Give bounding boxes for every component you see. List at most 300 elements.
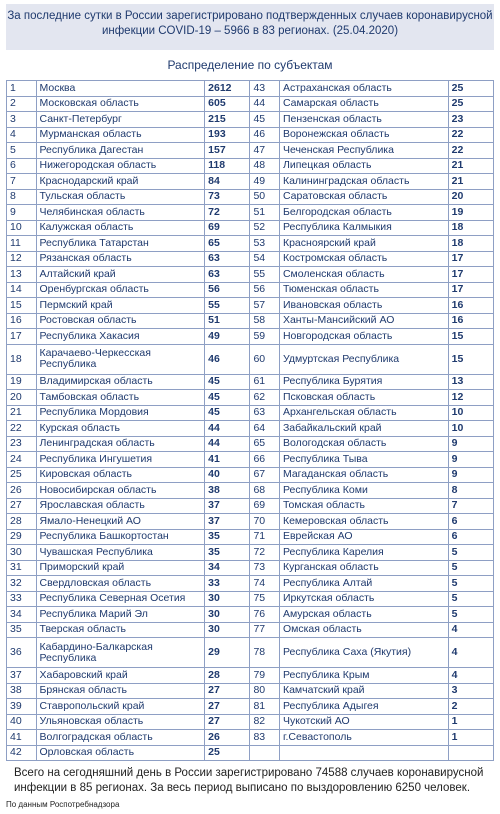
region-name: Тульская область (36, 189, 205, 205)
table-row (7, 638, 494, 668)
region-rank: 9 (7, 205, 37, 221)
region-cases: 5 (448, 545, 493, 561)
region-name: г.Севастополь (279, 730, 448, 746)
region-rank: 56 (250, 282, 280, 298)
region-name: Чукотский АО (279, 714, 448, 730)
region-cases: 18 (448, 236, 493, 252)
region-cases: 33 (205, 576, 250, 592)
region-rank: 29 (7, 529, 37, 545)
region-rank: 53 (250, 236, 280, 252)
region-cases: 9 (448, 452, 493, 468)
region-rank: 58 (250, 313, 280, 329)
region-name: Самарская область (279, 96, 448, 112)
region-rank: 50 (250, 189, 280, 205)
table-row (7, 467, 494, 483)
region-name: Республика Марий Эл (36, 607, 205, 623)
region-cases: 30 (205, 622, 250, 638)
region-name: Москва (36, 81, 205, 97)
region-name: Пермский край (36, 298, 205, 314)
region-name: Ростовская область (36, 313, 205, 329)
table-row (7, 236, 494, 252)
table-row (7, 174, 494, 190)
region-name: Ярославская область (36, 498, 205, 514)
table-row (7, 267, 494, 283)
region-rank: 25 (7, 467, 37, 483)
region-rank: 31 (7, 560, 37, 576)
region-name: Красноярский край (279, 236, 448, 252)
region-name: Кемеровская область (279, 514, 448, 530)
region-name: Санкт-Петербург (36, 112, 205, 128)
region-cases: 3 (448, 683, 493, 699)
table-row (7, 560, 494, 576)
region-name: Вологодская область (279, 436, 448, 452)
table-row (7, 127, 494, 143)
region-cases: 21 (448, 158, 493, 174)
region-name: Ульяновская область (36, 714, 205, 730)
table-row (7, 498, 494, 514)
region-cases: 28 (205, 668, 250, 684)
region-rank: 65 (250, 436, 280, 452)
table-row (7, 81, 494, 97)
region-name: Тверская область (36, 622, 205, 638)
region-rank: 36 (7, 638, 37, 668)
region-name: Оренбургская область (36, 282, 205, 298)
region-name: Костромская область (279, 251, 448, 267)
region-cases: 72 (205, 205, 250, 221)
region-cases: 157 (205, 143, 250, 159)
region-rank: 77 (250, 622, 280, 638)
region-rank: 34 (7, 607, 37, 623)
region-cases: 49 (205, 329, 250, 345)
region-cases: 40 (205, 467, 250, 483)
region-cases: 41 (205, 452, 250, 468)
table-row (7, 405, 494, 421)
table-row (7, 205, 494, 221)
region-rank: 42 (7, 745, 37, 761)
region-name: Орловская область (36, 745, 205, 761)
region-rank: 74 (250, 576, 280, 592)
region-rank: 22 (7, 421, 37, 437)
region-rank: 70 (250, 514, 280, 530)
region-name: Архангельская область (279, 405, 448, 421)
region-name: Владимирская область (36, 374, 205, 390)
region-rank: 73 (250, 560, 280, 576)
region-cases: 37 (205, 498, 250, 514)
table-row (7, 220, 494, 236)
region-cases: 69 (205, 220, 250, 236)
table-row (7, 436, 494, 452)
region-cases: 27 (205, 683, 250, 699)
region-cases: 12 (448, 390, 493, 406)
region-name: Чувашская Республика (36, 545, 205, 561)
table-row (7, 545, 494, 561)
region-cases: 16 (448, 298, 493, 314)
region-name: Томская область (279, 498, 448, 514)
region-rank: 6 (7, 158, 37, 174)
table-row (7, 298, 494, 314)
region-name: Республика Башкортостан (36, 529, 205, 545)
region-cases: 9 (448, 436, 493, 452)
region-name: Иркутская область (279, 591, 448, 607)
region-rank: 44 (250, 96, 280, 112)
region-name: Республика Крым (279, 668, 448, 684)
region-rank: 49 (250, 174, 280, 190)
header-banner (6, 4, 494, 50)
region-cases: 2612 (205, 81, 250, 97)
table-row (7, 576, 494, 592)
region-name: Московская область (36, 96, 205, 112)
regions-table (6, 80, 494, 761)
region-cases: 17 (448, 267, 493, 283)
region-rank: 52 (250, 220, 280, 236)
region-rank: 17 (7, 329, 37, 345)
region-rank: 72 (250, 545, 280, 561)
region-rank: 68 (250, 483, 280, 499)
region-cases: 18 (448, 220, 493, 236)
region-name: Республика Ингушетия (36, 452, 205, 468)
region-rank: 14 (7, 282, 37, 298)
table-row (7, 529, 494, 545)
region-rank: 40 (7, 714, 37, 730)
region-cases: 56 (205, 282, 250, 298)
region-cases: 63 (205, 267, 250, 283)
region-rank: 47 (250, 143, 280, 159)
table-row (7, 591, 494, 607)
region-rank: 46 (250, 127, 280, 143)
table-subtitle: Распределение по субъектам (167, 58, 333, 72)
region-rank: 71 (250, 529, 280, 545)
region-cases: 45 (205, 374, 250, 390)
table-row (7, 158, 494, 174)
table-row (7, 730, 494, 746)
region-rank: 78 (250, 638, 280, 668)
region-rank: 62 (250, 390, 280, 406)
region-cases: 38 (205, 483, 250, 499)
region-cases: 17 (448, 282, 493, 298)
region-name: Алтайский край (36, 267, 205, 283)
region-name: Омская область (279, 622, 448, 638)
region-name (279, 745, 448, 761)
region-name: Курганская область (279, 560, 448, 576)
region-rank (250, 745, 280, 761)
region-name: Республика Дагестан (36, 143, 205, 159)
table-row (7, 344, 494, 374)
table-row (7, 514, 494, 530)
region-rank: 35 (7, 622, 37, 638)
region-name: Ханты-Мансийский АО (279, 313, 448, 329)
region-cases: 6 (448, 529, 493, 545)
region-rank: 43 (250, 81, 280, 97)
region-cases: 6 (448, 514, 493, 530)
region-cases: 215 (205, 112, 250, 128)
region-cases: 21 (448, 174, 493, 190)
region-rank: 18 (7, 344, 37, 374)
region-rank: 26 (7, 483, 37, 499)
region-name: Приморский край (36, 560, 205, 576)
region-cases: 22 (448, 143, 493, 159)
region-cases: 84 (205, 174, 250, 190)
region-rank: 57 (250, 298, 280, 314)
region-rank: 7 (7, 174, 37, 190)
region-name: Рязанская область (36, 251, 205, 267)
region-cases: 5 (448, 576, 493, 592)
region-cases: 118 (205, 158, 250, 174)
table-row (7, 668, 494, 684)
region-cases: 45 (205, 405, 250, 421)
region-name: Забайкальский край (279, 421, 448, 437)
region-cases: 46 (205, 344, 250, 374)
region-cases: 5 (448, 560, 493, 576)
region-rank: 10 (7, 220, 37, 236)
region-rank: 33 (7, 591, 37, 607)
table-row (7, 421, 494, 437)
region-rank: 69 (250, 498, 280, 514)
table-row (7, 714, 494, 730)
region-cases: 10 (448, 405, 493, 421)
region-rank: 3 (7, 112, 37, 128)
region-name: Республика Коми (279, 483, 448, 499)
table-row (7, 607, 494, 623)
region-name: Кабардино-Балкарская Республика (36, 638, 205, 668)
region-cases: 35 (205, 545, 250, 561)
region-rank: 59 (250, 329, 280, 345)
header-line-2: инфекции COVID-19 – 5966 в 83 регионах. (25.04.2020) (101, 25, 399, 37)
region-cases: 4 (448, 638, 493, 668)
region-cases: 27 (205, 699, 250, 715)
region-name: Воронежская область (279, 127, 448, 143)
region-cases: 25 (448, 81, 493, 97)
summary-text (14, 766, 494, 796)
region-cases: 2 (448, 699, 493, 715)
region-cases: 22 (448, 127, 493, 143)
region-rank: 41 (7, 730, 37, 746)
region-name: Республика Адыгея (279, 699, 448, 715)
region-cases: 4 (448, 668, 493, 684)
table-row (7, 313, 494, 329)
region-rank: 83 (250, 730, 280, 746)
table-row (7, 112, 494, 128)
region-name: Амурская область (279, 607, 448, 623)
region-cases: 605 (205, 96, 250, 112)
region-rank: 48 (250, 158, 280, 174)
region-rank: 37 (7, 668, 37, 684)
region-name: Белгородская область (279, 205, 448, 221)
region-rank: 38 (7, 683, 37, 699)
region-cases: 5 (448, 607, 493, 623)
region-rank: 80 (250, 683, 280, 699)
source-note: По данным Роспотребнадзора (6, 800, 120, 809)
region-name: Чеченская Республика (279, 143, 448, 159)
region-rank: 63 (250, 405, 280, 421)
region-name: Хабаровский край (36, 668, 205, 684)
region-name: Ленинградская область (36, 436, 205, 452)
region-rank: 21 (7, 405, 37, 421)
region-name: Челябинская область (36, 205, 205, 221)
region-name: Республика Карелия (279, 545, 448, 561)
table-row (7, 189, 494, 205)
region-name: Республика Мордовия (36, 405, 205, 421)
region-cases: 37 (205, 514, 250, 530)
region-name: Ставропольский край (36, 699, 205, 715)
region-name: Псковская область (279, 390, 448, 406)
region-name: Еврейская АО (279, 529, 448, 545)
region-rank: 51 (250, 205, 280, 221)
region-rank: 15 (7, 298, 37, 314)
region-cases: 30 (205, 607, 250, 623)
region-name: Тюменская область (279, 282, 448, 298)
region-name: Новосибирская область (36, 483, 205, 499)
region-cases (448, 745, 493, 761)
region-name: Ямало-Ненецкий АО (36, 514, 205, 530)
table-row (7, 683, 494, 699)
region-cases: 51 (205, 313, 250, 329)
region-name: Карачаево-Черкесская Республика (36, 344, 205, 374)
region-cases: 15 (448, 344, 493, 374)
region-rank: 2 (7, 96, 37, 112)
region-cases: 1 (448, 730, 493, 746)
region-name: Республика Бурятия (279, 374, 448, 390)
region-name: Пензенская область (279, 112, 448, 128)
region-name: Свердловская область (36, 576, 205, 592)
region-cases: 4 (448, 622, 493, 638)
region-cases: 55 (205, 298, 250, 314)
region-rank: 30 (7, 545, 37, 561)
table-row (7, 390, 494, 406)
region-cases: 15 (448, 329, 493, 345)
region-cases: 25 (448, 96, 493, 112)
region-rank: 64 (250, 421, 280, 437)
region-cases: 17 (448, 251, 493, 267)
region-cases: 16 (448, 313, 493, 329)
summary-line-2: инфекции в 85 регионах. За весь период выписано по выздоровлению 6250 человек. (14, 782, 471, 794)
region-cases: 30 (205, 591, 250, 607)
region-rank: 82 (250, 714, 280, 730)
table-row (7, 251, 494, 267)
region-name: Волгоградская область (36, 730, 205, 746)
region-rank: 20 (7, 390, 37, 406)
region-name: Мурманская область (36, 127, 205, 143)
region-name: Брянская область (36, 683, 205, 699)
region-name: Магаданская область (279, 467, 448, 483)
region-rank: 55 (250, 267, 280, 283)
region-cases: 20 (448, 189, 493, 205)
region-cases: 13 (448, 374, 493, 390)
region-name: Смоленская область (279, 267, 448, 283)
region-name: Новгородская область (279, 329, 448, 345)
region-cases: 8 (448, 483, 493, 499)
region-name: Кировская область (36, 467, 205, 483)
region-name: Республика Тыва (279, 452, 448, 468)
region-rank: 24 (7, 452, 37, 468)
table-row (7, 452, 494, 468)
region-rank: 8 (7, 189, 37, 205)
region-name: Республика Северная Осетия (36, 591, 205, 607)
region-rank: 19 (7, 374, 37, 390)
region-cases: 44 (205, 421, 250, 437)
region-cases: 10 (448, 421, 493, 437)
region-name: Калужская область (36, 220, 205, 236)
region-name: Курская область (36, 421, 205, 437)
region-rank: 76 (250, 607, 280, 623)
region-rank: 12 (7, 251, 37, 267)
region-rank: 45 (250, 112, 280, 128)
region-rank: 4 (7, 127, 37, 143)
region-cases: 29 (205, 638, 250, 668)
region-name: Нижегородская область (36, 158, 205, 174)
region-rank: 75 (250, 591, 280, 607)
region-rank: 79 (250, 668, 280, 684)
region-name: Республика Алтай (279, 576, 448, 592)
region-cases: 45 (205, 390, 250, 406)
regions-table-container (6, 80, 494, 761)
region-rank: 23 (7, 436, 37, 452)
region-rank: 32 (7, 576, 37, 592)
region-rank: 27 (7, 498, 37, 514)
region-cases: 73 (205, 189, 250, 205)
region-cases: 193 (205, 127, 250, 143)
table-row (7, 143, 494, 159)
region-cases: 1 (448, 714, 493, 730)
region-name: Республика Татарстан (36, 236, 205, 252)
region-rank: 81 (250, 699, 280, 715)
table-row (7, 282, 494, 298)
region-name: Саратовская область (279, 189, 448, 205)
region-cases: 5 (448, 591, 493, 607)
region-rank: 13 (7, 267, 37, 283)
region-name: Ивановская область (279, 298, 448, 314)
region-cases: 34 (205, 560, 250, 576)
region-name: Удмуртская Республика (279, 344, 448, 374)
region-cases: 25 (205, 745, 250, 761)
region-name: Республика Саха (Якутия) (279, 638, 448, 668)
region-cases: 35 (205, 529, 250, 545)
region-rank: 5 (7, 143, 37, 159)
region-name: Камчатский край (279, 683, 448, 699)
region-name: Тамбовская область (36, 390, 205, 406)
table-row (7, 622, 494, 638)
table-row (7, 374, 494, 390)
table-row (7, 96, 494, 112)
region-name: Республика Калмыкия (279, 220, 448, 236)
region-cases: 23 (448, 112, 493, 128)
table-row (7, 483, 494, 499)
region-rank: 54 (250, 251, 280, 267)
summary-line-1: Всего на сегодняшний день в России зарегистрировано 74588 случаев коронавирусной (14, 767, 484, 779)
region-rank: 39 (7, 699, 37, 715)
region-cases: 9 (448, 467, 493, 483)
region-rank: 11 (7, 236, 37, 252)
region-cases: 27 (205, 714, 250, 730)
table-row (7, 699, 494, 715)
table-row (7, 745, 494, 761)
region-rank: 28 (7, 514, 37, 530)
region-cases: 7 (448, 498, 493, 514)
region-cases: 44 (205, 436, 250, 452)
region-cases: 26 (205, 730, 250, 746)
region-name: Липецкая область (279, 158, 448, 174)
region-name: Калининградская область (279, 174, 448, 190)
region-name: Краснодарский край (36, 174, 205, 190)
region-rank: 60 (250, 344, 280, 374)
region-rank: 16 (7, 313, 37, 329)
region-cases: 65 (205, 236, 250, 252)
region-rank: 67 (250, 467, 280, 483)
region-rank: 66 (250, 452, 280, 468)
region-cases: 63 (205, 251, 250, 267)
region-name: Астраханская область (279, 81, 448, 97)
region-rank: 1 (7, 81, 37, 97)
region-name: Республика Хакасия (36, 329, 205, 345)
